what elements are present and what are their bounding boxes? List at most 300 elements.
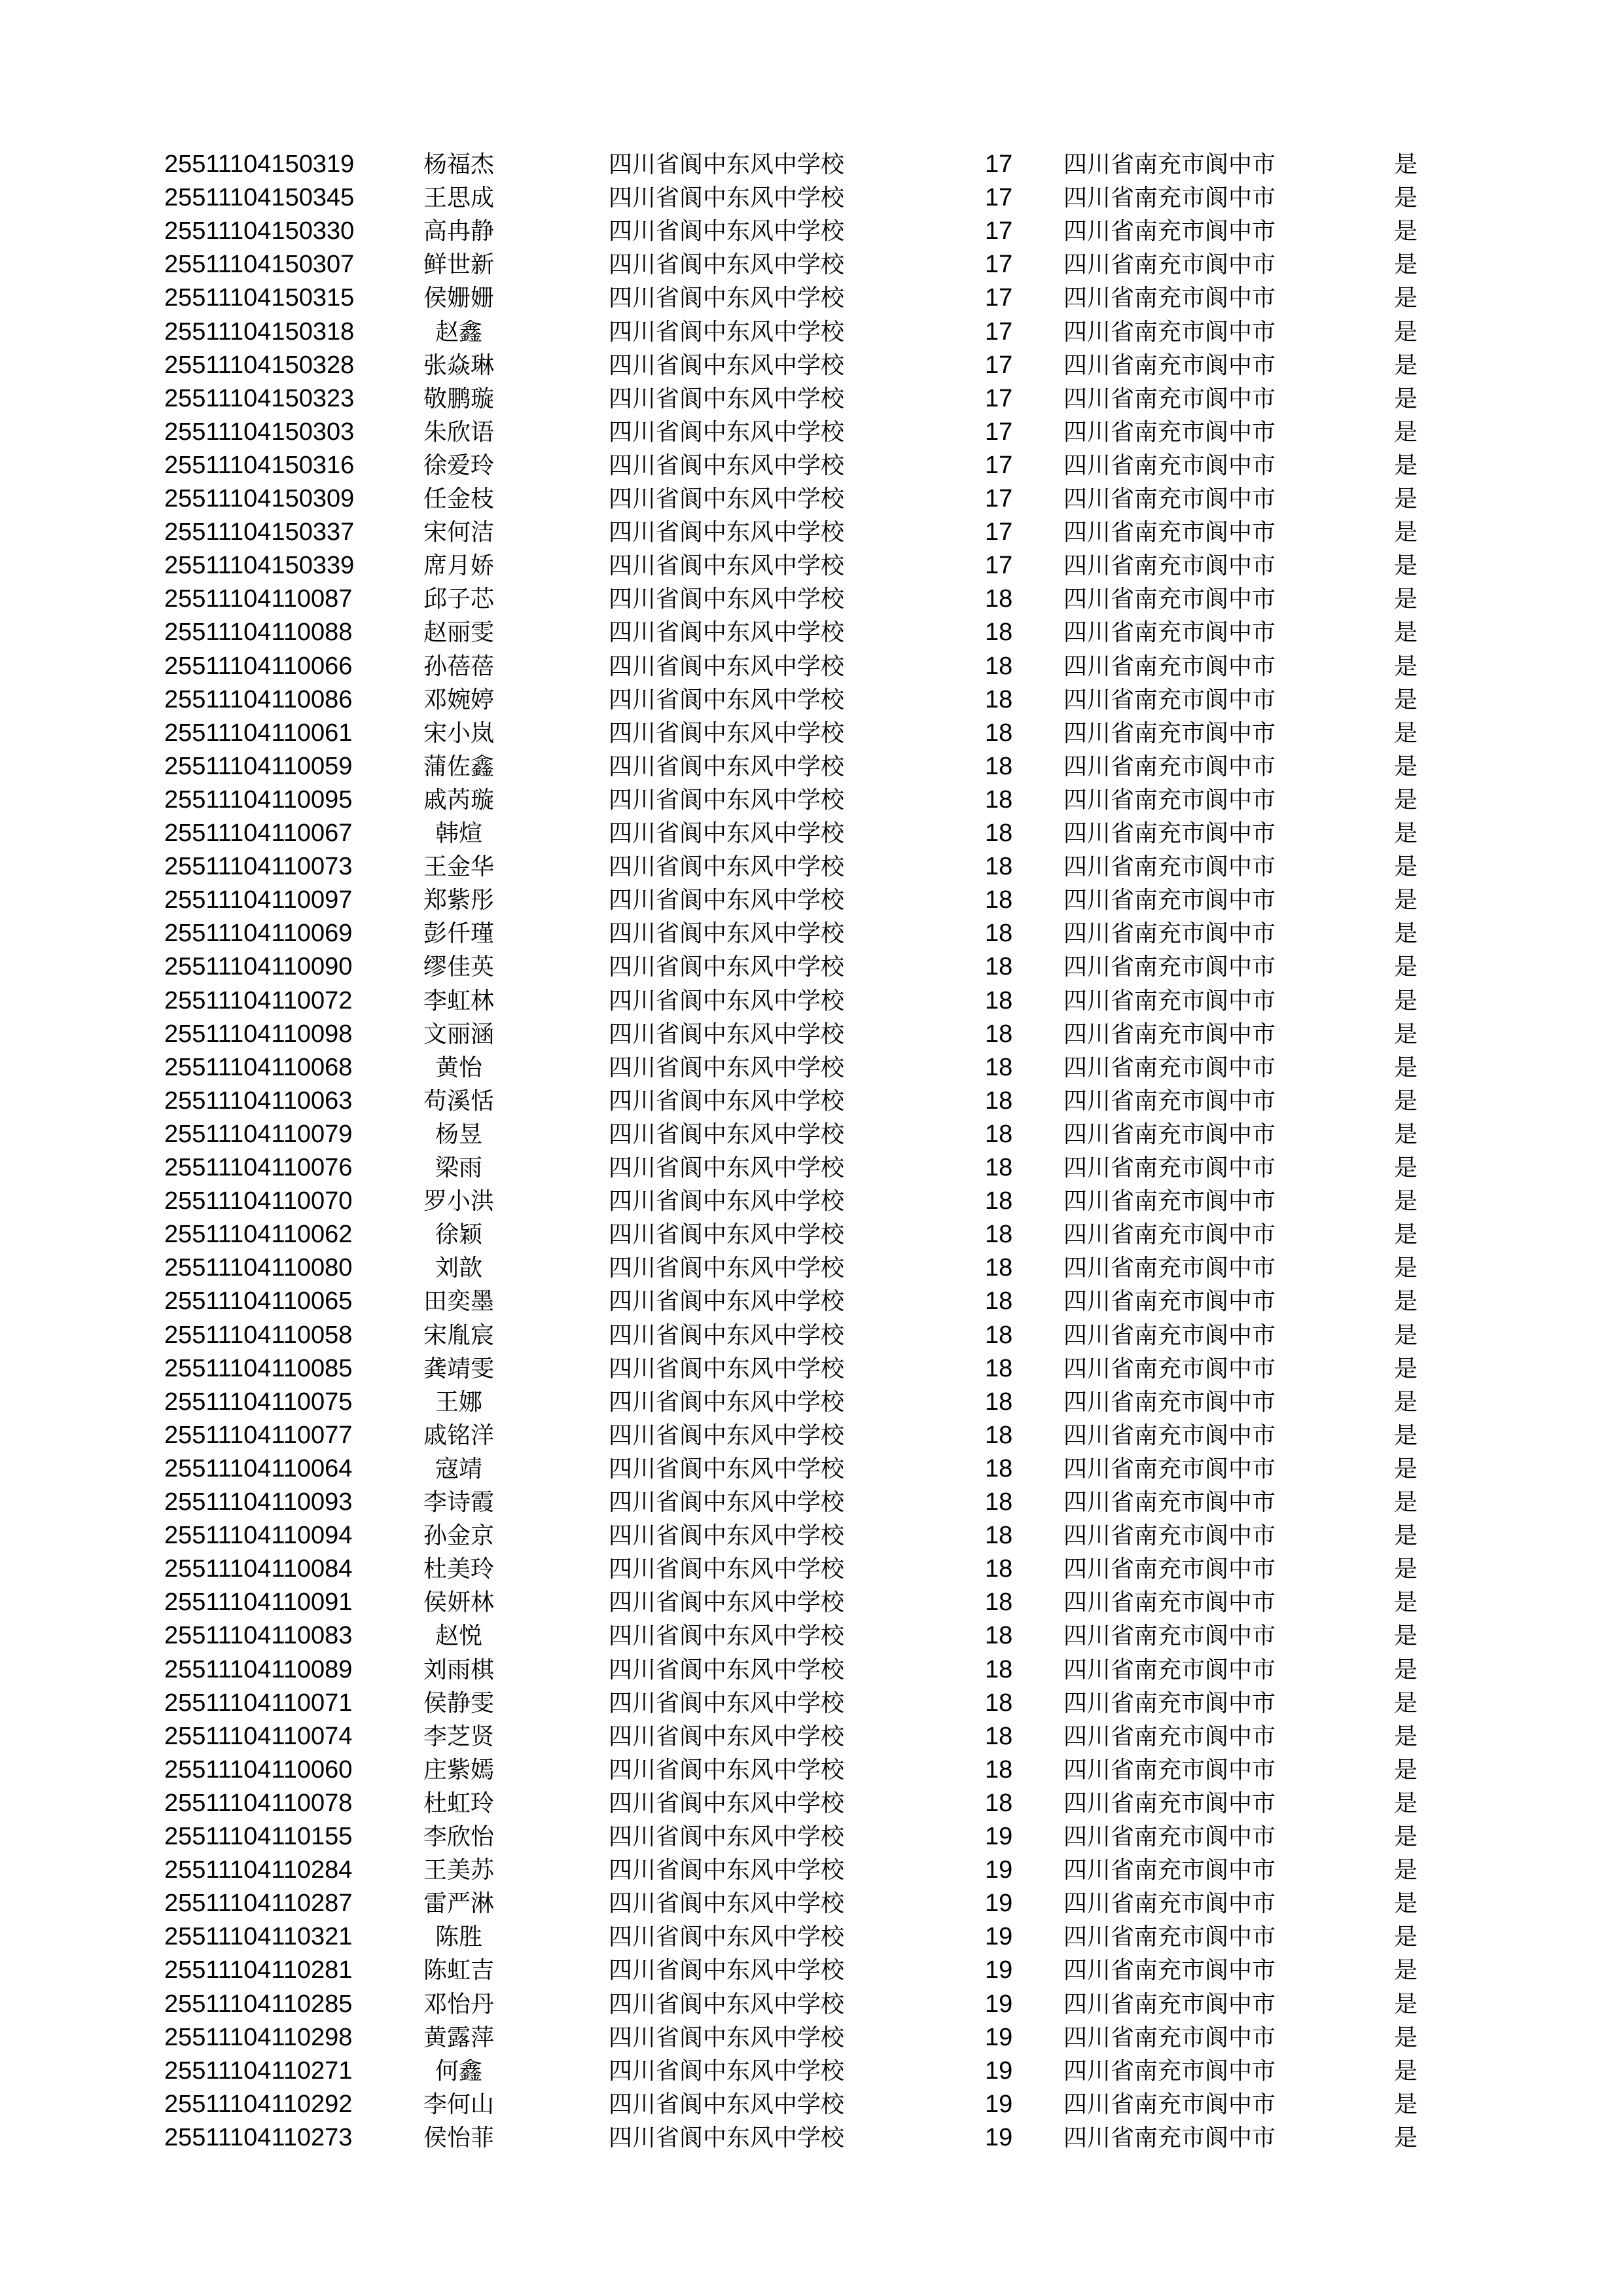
table-row [0,1185,1623,1218]
status-flag: 是 [1394,853,1418,881]
student-name: 宋胤宸 [423,1321,494,1349]
student-name: 赵悦 [435,1623,482,1650]
table-row [0,1051,1623,1085]
region-name: 四川省南充市阆中市 [1063,1623,1276,1650]
student-name: 戚铭洋 [423,1422,494,1449]
region-name: 四川省南充市阆中市 [1063,1221,1276,1249]
status-flag: 是 [1394,519,1418,547]
student-name: 李芝贤 [423,1723,494,1750]
student-id: 25511104110321 [164,1923,353,1951]
school-name: 四川省阆中东风中学校 [609,1957,845,1984]
student-id: 25511104110076 [164,1154,353,1181]
table-row [0,884,1623,917]
status-flag: 是 [1394,1155,1418,1181]
grade-number: 18 [985,1655,1013,1683]
school-name: 四川省阆中东风中学校 [609,385,845,412]
table-row [0,148,1623,181]
school-name: 四川省阆中东风中学校 [609,1489,845,1516]
student-id: 25511104110090 [164,953,353,981]
table-row [0,583,1623,616]
region-name: 四川省南充市阆中市 [1063,987,1276,1014]
status-flag: 是 [1394,1388,1418,1416]
status-flag: 是 [1394,318,1418,346]
school-name: 四川省阆中东风中学校 [609,318,845,346]
student-name: 苟溪恬 [423,1087,494,1115]
student-id: 25511104110091 [164,1588,353,1617]
student-id: 25511104110066 [164,652,353,680]
region-name: 四川省南充市阆中市 [1063,586,1276,613]
school-name: 四川省阆中东风中学校 [609,251,845,279]
region-name: 四川省南充市阆中市 [1063,920,1276,948]
region-name: 四川省南充市阆中市 [1063,1054,1276,1081]
grade-number: 18 [985,1689,1013,1717]
grade-number: 17 [985,151,1013,178]
school-name: 四川省阆中东风中学校 [609,786,845,814]
status-flag: 是 [1394,1789,1418,1817]
student-name: 刘歆 [435,1255,482,1282]
region-name: 四川省南充市阆中市 [1063,1121,1276,1148]
student-name: 杜美玲 [423,1556,494,1583]
student-id: 25511104110095 [164,785,353,814]
grade-number: 18 [985,1522,1013,1550]
region-name: 四川省南充市阆中市 [1063,1990,1276,2018]
student-name: 邓怡丹 [423,1990,494,2018]
school-name: 四川省阆中东风中学校 [609,2090,845,2118]
region-name: 四川省南充市阆中市 [1063,185,1276,212]
grade-number: 18 [985,886,1013,914]
grade-number: 19 [985,1990,1013,2018]
table-row [0,1519,1623,1552]
grade-number: 18 [985,1555,1013,1583]
table-row [0,1285,1623,1318]
status-flag: 是 [1394,452,1418,479]
region-name: 四川省南充市阆中市 [1063,251,1276,279]
region-name: 四川省南充市阆中市 [1063,653,1276,680]
table-row [0,248,1623,281]
table-row [0,2054,1623,2088]
school-name: 四川省阆中东风中学校 [609,1823,845,1850]
status-flag: 是 [1394,285,1418,312]
status-flag: 是 [1394,753,1418,780]
student-name: 寇靖 [435,1455,482,1482]
school-name: 四川省阆中东风中学校 [609,1388,845,1416]
student-name: 罗小洪 [423,1188,494,1215]
table-row [0,1988,1623,2021]
status-flag: 是 [1394,486,1418,512]
school-name: 四川省阆中东风中学校 [609,586,845,613]
region-name: 四川省南充市阆中市 [1063,1957,1276,1984]
region-name: 四川省南充市阆中市 [1063,318,1276,346]
region-name: 四川省南充市阆中市 [1063,1789,1276,1817]
student-name: 徐爱玲 [423,452,494,479]
region-name: 四川省南充市阆中市 [1063,1656,1276,1683]
table-row [0,1419,1623,1452]
student-name: 蒲佐鑫 [423,753,494,780]
student-id: 25511104150339 [164,552,355,580]
region-name: 四川省南充市阆中市 [1063,1020,1276,1048]
grade-number: 18 [985,1488,1013,1516]
region-name: 四川省南充市阆中市 [1063,1188,1276,1215]
school-name: 四川省阆中东风中学校 [609,619,845,647]
grade-number: 17 [985,317,1013,346]
student-id: 25511104110097 [164,886,353,914]
school-name: 四川省阆中东风中学校 [609,1556,845,1583]
status-flag: 是 [1394,2057,1418,2085]
table-row [0,2021,1623,2054]
region-name: 四川省南充市阆中市 [1063,1388,1276,1416]
grade-number: 18 [985,785,1013,814]
school-name: 四川省阆中东风中学校 [609,1890,845,1918]
grade-number: 18 [985,585,1013,613]
student-name: 张焱琳 [423,351,494,379]
school-name: 四川省阆中东风中学校 [609,1422,845,1449]
grade-number: 18 [985,1421,1013,1449]
school-name: 四川省阆中东风中学校 [609,1188,845,1215]
student-id: 25511104150309 [164,485,355,512]
student-name: 徐颖 [435,1221,482,1249]
region-name: 四川省南充市阆中市 [1063,887,1276,914]
student-id: 25511104110271 [164,2056,353,2085]
student-id: 25511104110061 [164,719,353,747]
student-id: 25511104110285 [164,1990,353,2018]
student-name: 席月娇 [423,552,494,580]
region-name: 四川省南充市阆中市 [1063,351,1276,379]
student-id: 25511104110086 [164,685,353,713]
table-row [0,1386,1623,1419]
table-row [0,1085,1623,1118]
grade-number: 18 [985,1287,1013,1316]
grade-number: 19 [985,1890,1013,1918]
grade-number: 17 [985,284,1013,312]
school-name: 四川省阆中东风中学校 [609,1756,845,1784]
region-name: 四川省南充市阆中市 [1063,853,1276,881]
student-name: 敬鹏璇 [423,385,494,412]
student-id: 25511104110063 [164,1086,353,1115]
school-name: 四川省阆中东风中学校 [609,486,845,512]
student-id: 25511104110079 [164,1120,353,1148]
student-id: 25511104110078 [164,1789,353,1817]
student-id: 25511104150328 [164,351,355,379]
student-id: 25511104110273 [164,2123,353,2151]
region-name: 四川省南充市阆中市 [1063,1455,1276,1482]
region-name: 四川省南充市阆中市 [1063,218,1276,245]
school-name: 四川省阆中东风中学校 [609,1455,845,1482]
table-row [0,1954,1623,1987]
status-flag: 是 [1394,1455,1418,1482]
student-id: 25511104150303 [164,418,355,446]
grade-number: 18 [985,619,1013,647]
region-name: 四川省南充市阆中市 [1063,786,1276,814]
school-name: 四川省阆中东风中学校 [609,285,845,312]
school-name: 四川省阆中东风中学校 [609,1255,845,1282]
grade-number: 18 [985,1221,1013,1249]
status-flag: 是 [1394,1890,1418,1918]
grade-number: 19 [985,2056,1013,2085]
grade-number: 18 [985,1086,1013,1115]
grade-number: 18 [985,1588,1013,1617]
status-flag: 是 [1394,1489,1418,1516]
status-flag: 是 [1394,2090,1418,2118]
region-name: 四川省南充市阆中市 [1063,418,1276,446]
region-name: 四川省南充市阆中市 [1063,820,1276,847]
student-id: 25511104110058 [164,1321,353,1349]
region-name: 四川省南充市阆中市 [1063,1422,1276,1449]
status-flag: 是 [1394,1255,1418,1282]
grade-number: 18 [985,1388,1013,1416]
region-name: 四川省南充市阆中市 [1063,1355,1276,1382]
region-name: 四川省南充市阆中市 [1063,1321,1276,1349]
status-flag: 是 [1394,887,1418,914]
school-name: 四川省阆中东风中学校 [609,418,845,446]
student-id: 25511104110064 [164,1454,353,1482]
table-row [0,1653,1623,1687]
student-id: 25511104110098 [164,1020,353,1048]
table-row [0,1218,1623,1251]
student-id: 25511104110071 [164,1689,353,1717]
grade-number: 18 [985,920,1013,948]
region-name: 四川省南充市阆中市 [1063,1857,1276,1884]
school-name: 四川省阆中东风中学校 [609,1321,845,1349]
table-row [0,181,1623,215]
table-row [0,2088,1623,2121]
table-row [0,817,1623,850]
status-flag: 是 [1394,586,1418,613]
student-name: 陈胜 [435,1924,482,1951]
grade-number: 17 [985,384,1013,412]
student-name: 韩煊 [435,820,482,847]
table-row [0,650,1623,683]
table-row [0,783,1623,817]
status-flag: 是 [1394,1522,1418,1550]
table-row [0,1018,1623,1051]
status-flag: 是 [1394,686,1418,713]
school-name: 四川省阆中东风中学校 [609,1990,845,2018]
student-id: 25511104110070 [164,1187,353,1215]
grade-number: 17 [985,418,1013,446]
status-flag: 是 [1394,385,1418,412]
student-name: 王美苏 [423,1857,494,1884]
region-name: 四川省南充市阆中市 [1063,954,1276,981]
status-flag: 是 [1394,1857,1418,1884]
student-id: 25511104150345 [164,184,355,212]
table-row [0,1319,1623,1352]
region-name: 四川省南充市阆中市 [1063,2090,1276,2118]
status-flag: 是 [1394,1990,1418,2018]
student-id: 25511104110060 [164,1755,353,1784]
status-flag: 是 [1394,1556,1418,1583]
student-id: 25511104110089 [164,1655,353,1683]
student-id: 25511104150307 [164,251,355,279]
status-flag: 是 [1394,820,1418,847]
student-id: 25511104110083 [164,1622,353,1650]
student-id: 25511104110094 [164,1522,353,1550]
school-name: 四川省阆中东风中学校 [609,719,845,747]
status-flag: 是 [1394,1656,1418,1683]
student-id: 25511104110074 [164,1722,353,1750]
school-name: 四川省阆中东风中学校 [609,653,845,680]
school-name: 四川省阆中东风中学校 [609,987,845,1014]
status-flag: 是 [1394,987,1418,1014]
school-name: 四川省阆中东风中学校 [609,1522,845,1550]
table-row [0,1854,1623,1887]
school-name: 四川省阆中东风中学校 [609,1121,845,1148]
student-name: 赵丽雯 [423,619,494,647]
grade-number: 18 [985,1454,1013,1482]
region-name: 四川省南充市阆中市 [1063,1890,1276,1918]
student-id: 25511104150316 [164,451,355,479]
status-flag: 是 [1394,1288,1418,1316]
student-id: 25511104110085 [164,1354,353,1382]
student-id: 25511104110075 [164,1388,353,1416]
student-name: 孙蓓蓓 [423,653,494,680]
school-name: 四川省阆中东风中学校 [609,519,845,547]
grade-number: 18 [985,652,1013,680]
grade-number: 18 [985,953,1013,981]
table-row [0,2121,1623,2155]
status-flag: 是 [1394,552,1418,580]
table-row [0,950,1623,984]
table-row [0,750,1623,783]
table-row [0,516,1623,549]
student-name: 侯静雯 [423,1689,494,1717]
region-name: 四川省南充市阆中市 [1063,552,1276,580]
school-name: 四川省阆中东风中学校 [609,887,845,914]
grade-number: 19 [985,1823,1013,1850]
grade-number: 17 [985,485,1013,512]
grade-number: 18 [985,752,1013,780]
grade-number: 18 [985,1622,1013,1650]
school-name: 四川省阆中东风中学校 [609,1689,845,1717]
table-row [0,1151,1623,1185]
region-name: 四川省南充市阆中市 [1063,1288,1276,1316]
grade-number: 18 [985,1254,1013,1282]
status-flag: 是 [1394,218,1418,245]
school-name: 四川省阆中东风中学校 [609,1924,845,1951]
school-name: 四川省阆中东风中学校 [609,954,845,981]
school-name: 四川省阆中东风中学校 [609,686,845,713]
status-flag: 是 [1394,351,1418,379]
grade-number: 18 [985,819,1013,847]
table-row [0,1887,1623,1920]
table-row [0,1452,1623,1486]
region-name: 四川省南充市阆中市 [1063,452,1276,479]
grade-number: 18 [985,986,1013,1014]
table-row [0,1687,1623,1720]
student-name: 缪佳英 [423,954,494,981]
school-name: 四川省阆中东风中学校 [609,753,845,780]
status-flag: 是 [1394,1723,1418,1750]
student-name: 李欣怡 [423,1823,494,1850]
student-id: 25511104110088 [164,619,353,647]
student-id: 25511104110087 [164,585,353,613]
grade-number: 18 [985,1755,1013,1784]
region-name: 四川省南充市阆中市 [1063,1556,1276,1583]
status-flag: 是 [1394,2124,1418,2151]
student-name: 杨昱 [435,1121,482,1148]
region-name: 四川省南充市阆中市 [1063,1155,1276,1181]
grade-number: 18 [985,853,1013,881]
student-name: 侯怡菲 [423,2124,494,2151]
student-name: 庄紫嫣 [423,1756,494,1784]
region-name: 四川省南充市阆中市 [1063,2057,1276,2085]
grade-number: 17 [985,251,1013,279]
status-flag: 是 [1394,619,1418,647]
status-flag: 是 [1394,151,1418,178]
grade-number: 19 [985,2023,1013,2051]
region-name: 四川省南充市阆中市 [1063,719,1276,747]
student-name: 宋小岚 [423,719,494,747]
table-row [0,1920,1623,1954]
student-id: 25511104110093 [164,1488,353,1516]
student-name: 侯妍林 [423,1589,494,1617]
status-flag: 是 [1394,185,1418,212]
student-id: 25511104110077 [164,1421,353,1449]
student-name: 黄怡 [435,1054,482,1081]
student-name: 李何山 [423,2090,494,2118]
status-flag: 是 [1394,1823,1418,1850]
student-name: 黄露萍 [423,2024,494,2051]
status-flag: 是 [1394,418,1418,446]
status-flag: 是 [1394,2024,1418,2051]
school-name: 四川省阆中东风中学校 [609,218,845,245]
student-id: 25511104150330 [164,217,355,245]
student-id: 25511104110284 [164,1856,353,1884]
student-name: 侯姗姗 [423,285,494,312]
status-flag: 是 [1394,1020,1418,1048]
student-id: 25511104110292 [164,2090,353,2118]
student-name: 何鑫 [435,2057,482,2085]
region-name: 四川省南充市阆中市 [1063,1489,1276,1516]
region-name: 四川省南充市阆中市 [1063,1723,1276,1750]
grade-number: 17 [985,552,1013,580]
status-flag: 是 [1394,920,1418,948]
student-id: 25511104110059 [164,752,353,780]
student-id: 25511104110073 [164,853,353,881]
table-row [0,1552,1623,1586]
student-id: 25511104110080 [164,1254,353,1282]
grade-number: 18 [985,1120,1013,1148]
table-row [0,382,1623,416]
table-row [0,1251,1623,1285]
student-name: 李诗霞 [423,1489,494,1516]
table-row [0,1753,1623,1787]
student-name: 任金枝 [423,486,494,512]
student-id: 25511104150323 [164,384,355,412]
school-name: 四川省阆中东风中学校 [609,1221,845,1249]
school-name: 四川省阆中东风中学校 [609,1656,845,1683]
region-name: 四川省南充市阆中市 [1063,519,1276,547]
student-name: 杜虹玲 [423,1789,494,1817]
table-row [0,616,1623,649]
status-flag: 是 [1394,1188,1418,1215]
region-name: 四川省南充市阆中市 [1063,1823,1276,1850]
table-row [0,1720,1623,1753]
region-name: 四川省南充市阆中市 [1063,385,1276,412]
grade-number: 19 [985,2123,1013,2151]
grade-number: 18 [985,1722,1013,1750]
status-flag: 是 [1394,1924,1418,1951]
student-name: 朱欣语 [423,418,494,446]
student-name: 邓婉婷 [423,686,494,713]
region-name: 四川省南充市阆中市 [1063,285,1276,312]
grade-number: 17 [985,184,1013,212]
grade-number: 17 [985,351,1013,379]
table-row [0,717,1623,750]
student-name: 梁雨 [435,1155,482,1181]
region-name: 四川省南充市阆中市 [1063,2124,1276,2151]
school-name: 四川省阆中东风中学校 [609,1623,845,1650]
school-name: 四川省阆中东风中学校 [609,820,845,847]
